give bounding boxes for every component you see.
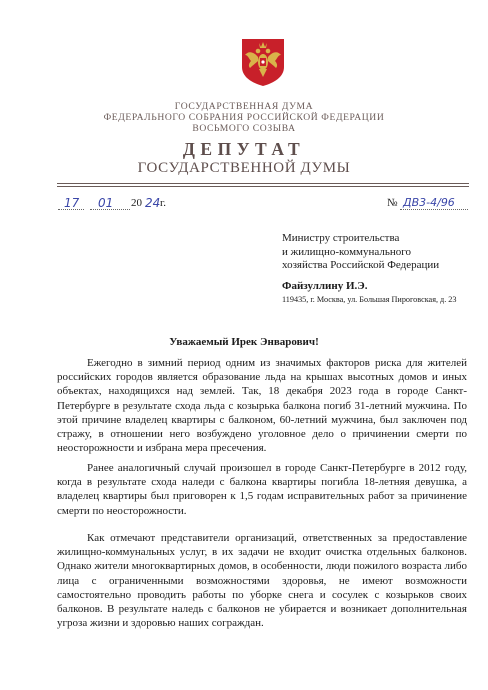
header-subtitle: ГОСУДАРСТВЕННОЙ ДУМЫ [137, 160, 351, 176]
addressee-line-2: и жилищно-коммунального [282, 245, 412, 258]
header-title: ДЕПУТАТ [182, 139, 306, 159]
body-paragraph-1: Ежегодно в зимний период одним из значимых факторов риска для жителей российских городов является образование льда на крышах высотных домов и иных объектах, находящихся над землей. Так, 18 декабря 2023 года в городе Санкт-Петербурге в результате схода льда с козырька балкона погиб 31-летний мужчина. По этой причине владелец квартиры с балконом, 60-летний мужчина, был заключен под стражу, в отношении него возбуждено уголовное дело о причинении смерти по неосторожности и избрана мера пресечения. [57, 357, 467, 455]
number-label: № [387, 197, 398, 209]
date-day-underline [58, 209, 84, 210]
header-line-3: ВОСЬМОГО СОЗЫВА [192, 123, 296, 134]
body-paragraph-3: Как отмечают представители организаций, ответственных за предоставление жилищно-коммунальных услуг, в их задачи не входит очистка отдельных балконов. Однако жители многоквартирных домов, в особенности, люди пожилого возраста либо лица с ограниченными возможностями здоровья, не имеют возможности самостоятельно проводить работы по уборке снега и сосулек с козырьков своих балконов. В результате наледь с балконов не убирается и возникает дополнительная угроза жизни и здоровью наших сограждан. [57, 532, 467, 630]
header-divider-thick [57, 186, 469, 187]
document-number: ДВ3-4/96 [403, 196, 455, 209]
greeting: Уважаемый Ирек Энварович! [169, 336, 319, 348]
header-line-2: ФЕДЕРАЛЬНОГО СОБРАНИЯ РОССИЙСКОЙ ФЕДЕРАЦИИ [103, 112, 385, 123]
coat-of-arms-icon [239, 37, 287, 87]
addressee-line-1: Министру строительства [282, 232, 400, 244]
date-year-prefix: 20 [131, 197, 142, 209]
date-year-unit: г. [160, 197, 167, 209]
addressee-line-3: хозяйства Российской Федерации [282, 259, 440, 271]
header-line-1: ГОСУДАРСТВЕННАЯ ДУМА [174, 101, 314, 112]
date-day: 17 [64, 196, 80, 210]
addressee-postal-address: 119435, г. Москва, ул. Большая Пироговская, д. 23 [282, 295, 457, 304]
number-underline [400, 209, 468, 210]
date-year-suffix: 24 [145, 196, 161, 210]
date-month: 01 [98, 196, 114, 210]
date-month-underline [90, 209, 130, 210]
body-paragraph-2: Ранее аналогичный случай произошел в городе Санкт-Петербурге в 2012 году, когда в результате схода наледи с балкона квартиры погибла 18-летняя девушка, а владелец квартиры был приговорен к 1,5 годам исправительных работ за причинение смерти по неосторожности. [57, 462, 467, 517]
header-divider-thin [57, 183, 469, 184]
addressee-name: Файзуллину И.Э. [282, 280, 368, 292]
